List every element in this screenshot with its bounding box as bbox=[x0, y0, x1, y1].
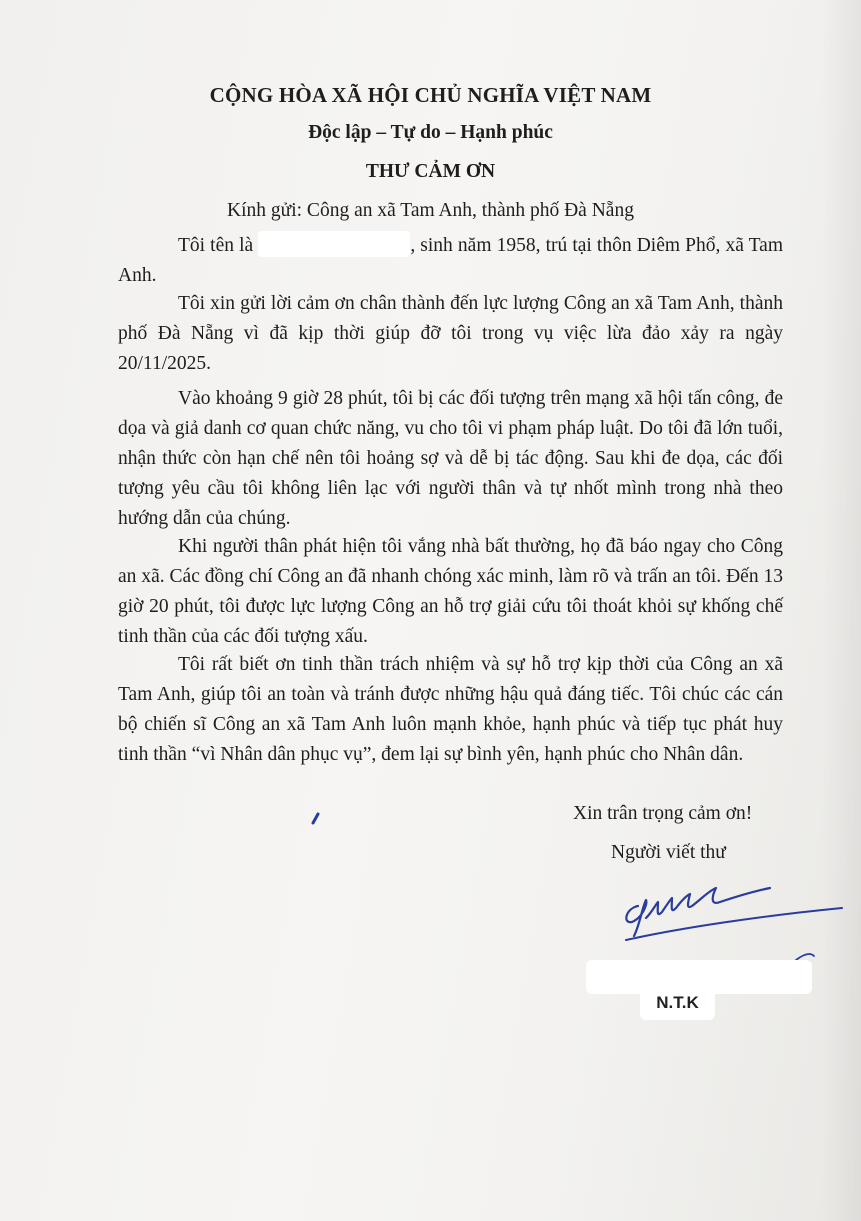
intro-after: , sinh năm 1958, trú tại thôn Diêm Phổ, xã Tam Anh. bbox=[118, 235, 783, 286]
paragraph-incident: Vào khoảng 9 giờ 28 phút, tôi bị các đối tượng trên mạng xã hội tấn công, đe dọa và giả danh cơ quan chức năng, vu cho tôi vi phạm pháp luật. Do tôi đã lớn tuổi, nhận thức còn hạn chế nên tôi hoảng sợ và dễ bị tác động. Sau khi đe dọa, các đối tượng yêu cầu tôi không liên lạc với người thân và tự nhốt mình trong nhà theo hướng dẫn của chúng. bbox=[118, 388, 783, 529]
signature-icon bbox=[600, 878, 850, 968]
paragraph-rescue: Khi người thân phát hiện tôi vắng nhà bất thường, họ đã báo ngay cho Công an xã. Các đồng chí Công an đã nhanh chóng xác minh, làm rõ và trấn an tôi. Đến 13 giờ 20 phút, tôi được lực lượng Công an hỗ trợ giải cứu tôi thoát khỏi sự khống chế tinh thần của các đối tượng xấu. bbox=[118, 536, 783, 647]
letter-title: THƯ CẢM ƠN bbox=[365, 161, 496, 182]
paragraph-gratitude: Tôi xin gửi lời cảm ơn chân thành đến lực lượng Công an xã Tam Anh, thành phố Đà Nẵng vì đã kịp thời giúp đỡ tôi trong vụ việc lừa đảo xảy ra ngày 20/11/2025. bbox=[118, 293, 783, 374]
closing-thanks: Xin trân trọng cảm ơn! bbox=[573, 803, 753, 824]
redacted-name bbox=[258, 231, 410, 257]
paragraph-wishes: Tôi rất biết ơn tinh thần trách nhiệm và sự hỗ trợ kịp thời của Công an xã Tam Anh, giúp tôi an toàn và tránh được những hậu quả đáng tiếc. Tôi chúc các cán bộ chiến sĩ Công an xã Tam Anh luôn mạnh khỏe, hạnh phúc và tiếp tục phát huy tinh thần “vì Nhân dân phục vụ”, đem lại sự bình yên, hạnh phúc cho Nhân dân. bbox=[118, 654, 783, 765]
closing-writer: Người viết thư bbox=[611, 842, 726, 863]
nation-heading: CỘNG HÒA XÃ HỘI CHỦ NGHĨA VIỆT NAM bbox=[209, 83, 652, 107]
paragraph-intro bbox=[118, 231, 783, 291]
intro-before: Tôi tên là bbox=[178, 235, 254, 256]
motto-heading: Độc lập – Tự do – Hạnh phúc bbox=[308, 122, 553, 143]
salutation: Kính gửi: Công an xã Tam Anh, thành phố Đà Nẵng bbox=[227, 200, 634, 221]
ink-dot bbox=[310, 812, 322, 826]
writer-initials: N.T.K bbox=[640, 986, 715, 1020]
